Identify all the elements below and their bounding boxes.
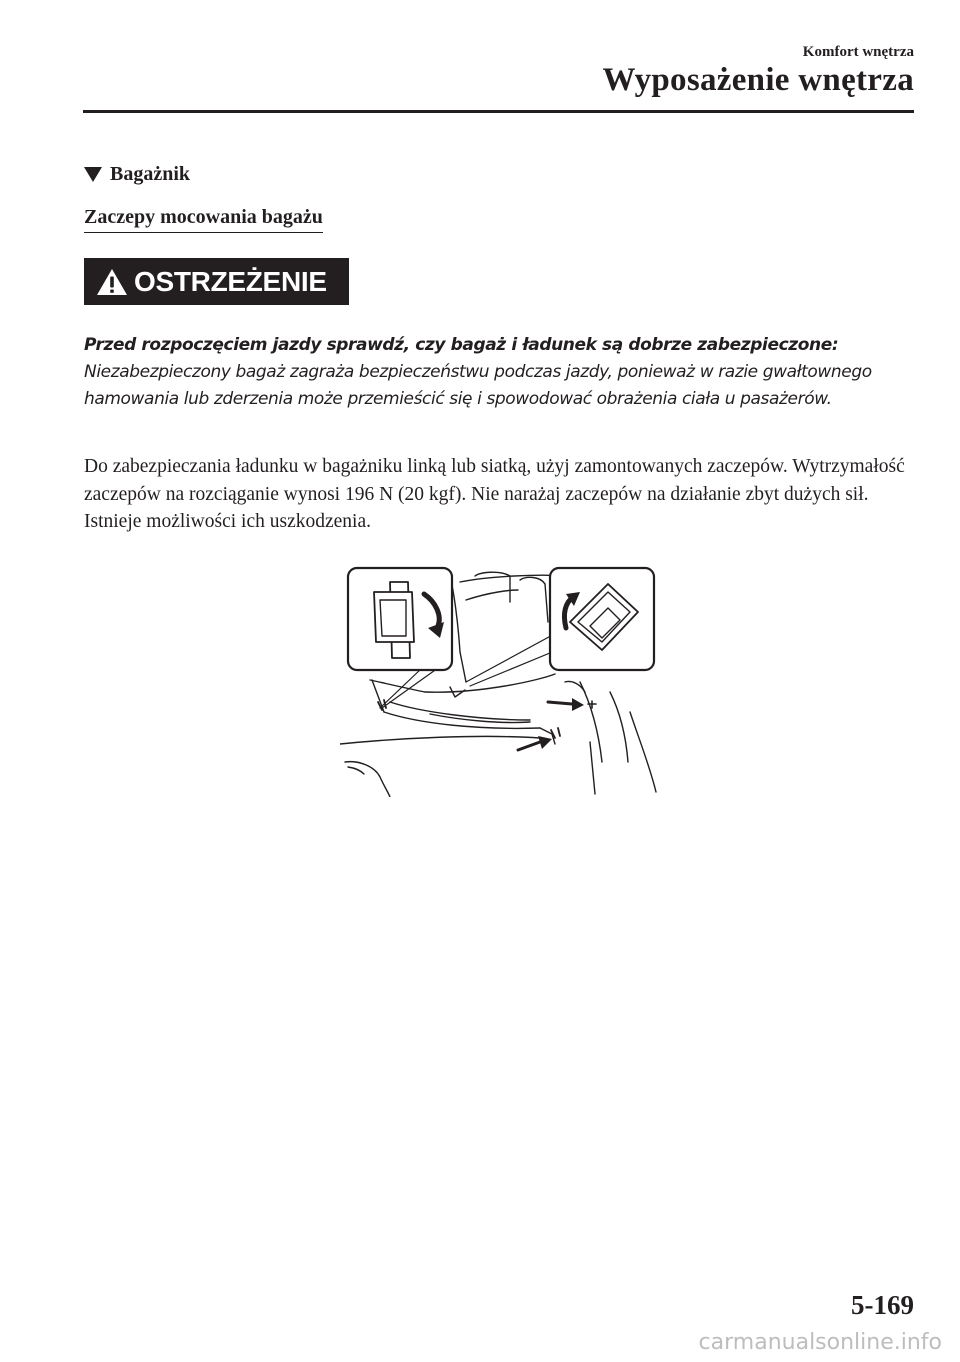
page-number: 5-169 [851,1290,914,1320]
section-heading: Wyposażenie wnętrza [602,62,914,98]
warning-text [84,332,924,413]
section-title [84,163,190,186]
warning-label: OSTRZEŻENIE [134,265,327,297]
warning-triangle-icon [96,268,128,296]
warning-banner [84,258,349,305]
luggage-hook-illustration [340,562,660,797]
header-divider [83,110,914,113]
subsection-title: Zaczepy mocowania bagażu [84,206,323,233]
warning-bold-line: Przed rozpoczęciem jazdy sprawdź, czy bagaż i ładunek są dobrze zabezpieczone: [84,335,839,355]
warning-body: Niezabezpieczony bagaż zagraża bezpieczeństwu podczas jazdy, ponieważ w razie gwałtownego hamowania lub zderzenia może przemieścić się i spowodować obrażenia ciała u pasażerów. [84,362,872,409]
section-title-text: Bagażnik [110,163,191,185]
body-paragraph: Do zabezpieczania ładunku w bagażniku linką lub siatką, użyj zamontowanych zaczepów. Wytrzymałość zaczepów na rozciąganie wynosi 196 N (20 kgf). Nie narażaj zaczepów na działanie zbyt dużych sił. Istnieje możliwości ich uszkodzenia. [84,456,905,532]
chapter-title: Komfort wnętrza [802,44,914,60]
triangle-down-icon [84,167,102,182]
watermark: carmanualsonline.info [698,1330,942,1355]
